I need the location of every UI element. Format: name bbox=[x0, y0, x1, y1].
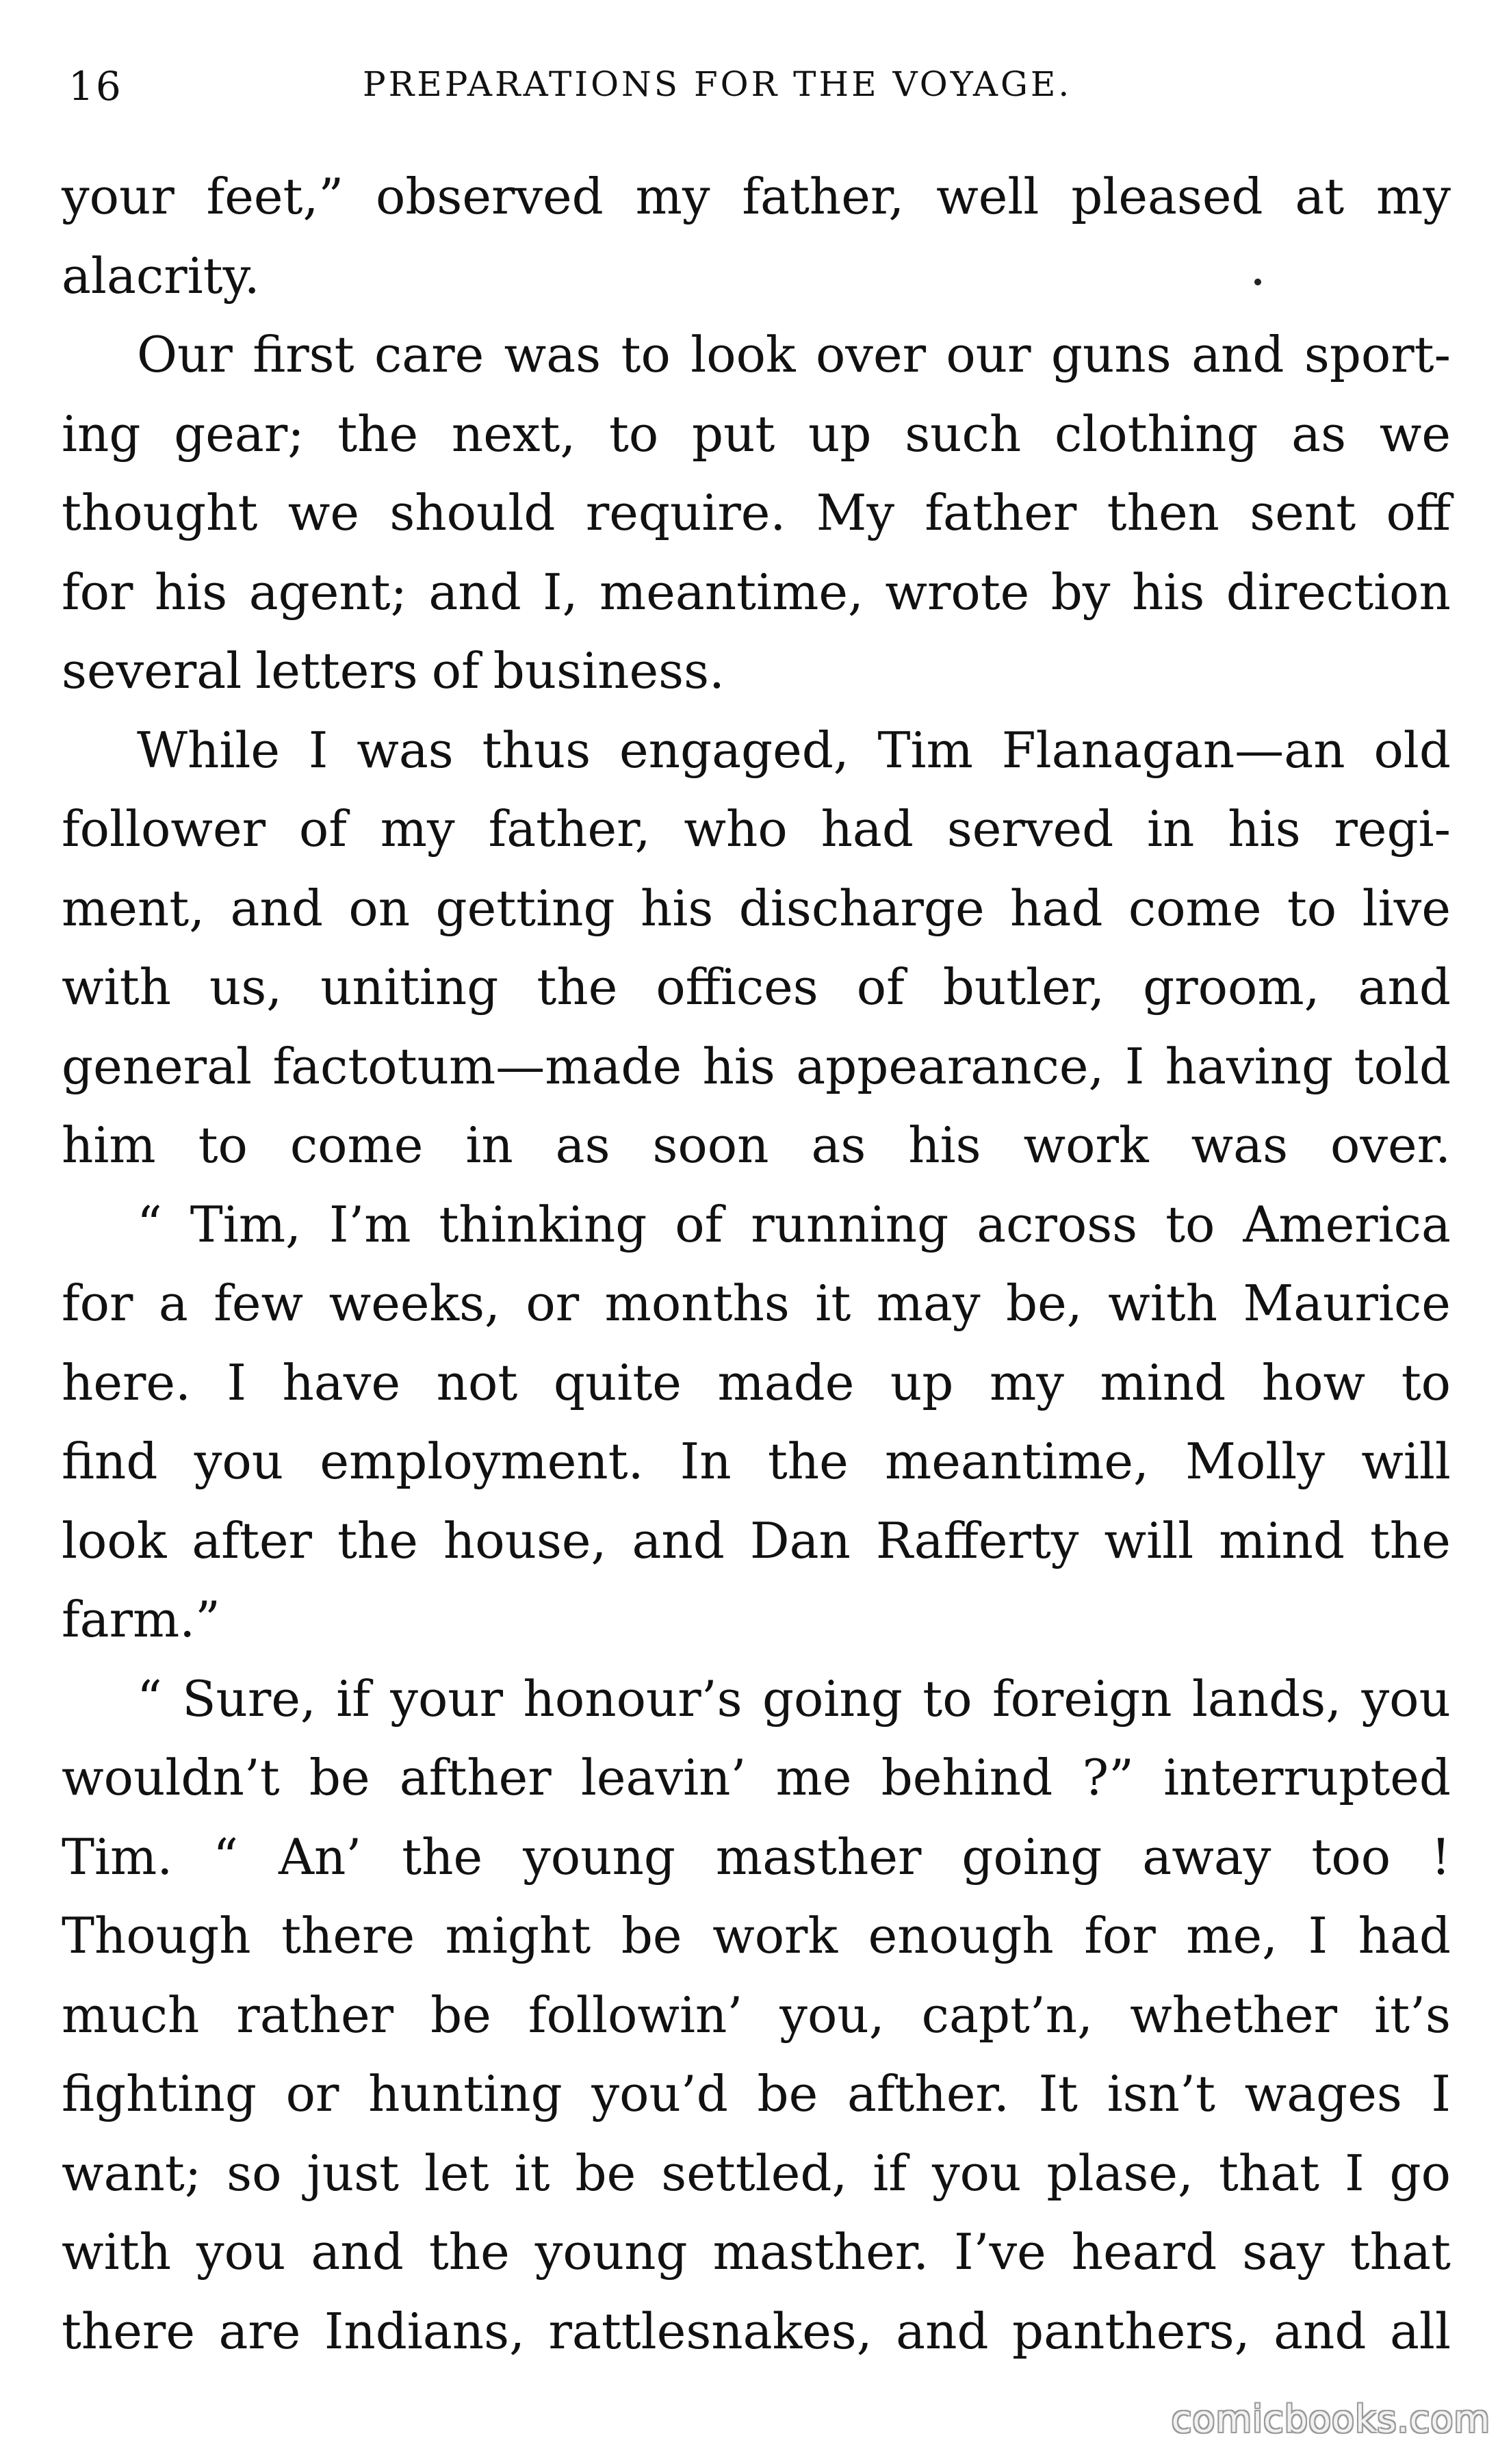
word: made bbox=[717, 1353, 855, 1411]
word: there bbox=[62, 2302, 195, 2360]
text-line bbox=[62, 1580, 1451, 1660]
word: that bbox=[1349, 2223, 1451, 2281]
word: was bbox=[1191, 1116, 1289, 1174]
word: I bbox=[1345, 2144, 1365, 2202]
word: with bbox=[62, 2223, 171, 2281]
word: ment, bbox=[62, 879, 205, 937]
word: Tim. bbox=[62, 1827, 173, 1886]
word: fighting bbox=[62, 2065, 257, 2122]
word: his bbox=[1228, 800, 1301, 858]
word: my bbox=[1376, 168, 1451, 225]
word: his bbox=[1131, 563, 1205, 621]
word: old bbox=[1373, 721, 1451, 779]
word: guns bbox=[1050, 326, 1172, 383]
text-line bbox=[62, 1422, 1451, 1502]
word: ! bbox=[1431, 1827, 1451, 1886]
word: thus bbox=[482, 721, 591, 779]
word: as bbox=[555, 1116, 610, 1174]
word: come bbox=[289, 1116, 424, 1174]
word: work bbox=[712, 1907, 838, 1964]
word: Molly bbox=[1185, 1433, 1325, 1490]
word: you bbox=[931, 2144, 1022, 2202]
word: our bbox=[946, 326, 1031, 383]
word: rattlesnakes, bbox=[548, 2302, 873, 2360]
word: that bbox=[1218, 2144, 1320, 2202]
word: engaged, bbox=[619, 721, 849, 779]
word: meantime, bbox=[599, 563, 864, 621]
word: how bbox=[1261, 1353, 1366, 1411]
word: and bbox=[230, 879, 323, 937]
word: to bbox=[1287, 879, 1337, 937]
word: soon bbox=[652, 1116, 769, 1174]
word: Rafferty bbox=[875, 1511, 1079, 1569]
word: us, bbox=[209, 958, 283, 1016]
word: your bbox=[390, 1669, 504, 1728]
word: be bbox=[430, 1986, 491, 2044]
word: house, bbox=[443, 1511, 607, 1569]
word: getting bbox=[435, 879, 615, 937]
word: I bbox=[1308, 1907, 1328, 1964]
word: young bbox=[534, 2223, 688, 2281]
word: in bbox=[465, 1116, 513, 1174]
word: of bbox=[856, 958, 905, 1016]
word: over bbox=[815, 326, 926, 383]
word: of bbox=[431, 642, 480, 700]
word: business. bbox=[493, 642, 725, 700]
word: your bbox=[62, 168, 175, 225]
word: having bbox=[1165, 1037, 1334, 1095]
word: and bbox=[896, 2302, 989, 2360]
word: go bbox=[1389, 2144, 1451, 2202]
text-line bbox=[62, 1660, 1451, 1739]
word: it’s bbox=[1374, 1986, 1451, 2044]
word: live bbox=[1362, 879, 1451, 937]
word: interrupted bbox=[1163, 1749, 1451, 1806]
word: you, bbox=[779, 1986, 885, 2044]
word: and bbox=[311, 2223, 404, 2281]
word: mind bbox=[1100, 1353, 1226, 1411]
word: my bbox=[989, 1353, 1064, 1411]
word: employment. bbox=[320, 1433, 644, 1490]
word: him bbox=[62, 1116, 156, 1174]
word: going bbox=[762, 1669, 903, 1728]
word: I bbox=[1431, 2065, 1451, 2122]
word: gear; bbox=[174, 405, 305, 463]
word: alacrity. bbox=[62, 246, 260, 305]
word: clothing bbox=[1054, 405, 1258, 463]
word: I’ve bbox=[954, 2223, 1046, 2281]
word: groom, bbox=[1143, 958, 1320, 1016]
word: capt’n, bbox=[921, 1986, 1094, 2044]
word: mind bbox=[1219, 1511, 1345, 1569]
word: “ bbox=[137, 1669, 162, 1728]
word: masther. bbox=[712, 2223, 929, 2281]
word: or bbox=[285, 2065, 339, 2122]
word: my bbox=[380, 800, 455, 858]
word: might bbox=[445, 1907, 591, 1964]
watermark: comicbooks.com bbox=[1171, 2398, 1490, 2441]
word: young bbox=[523, 1827, 675, 1886]
word: to bbox=[608, 405, 659, 463]
word: me, bbox=[1186, 1907, 1278, 1964]
word: leavin’ bbox=[580, 1749, 747, 1806]
word: if bbox=[873, 2144, 907, 2202]
word: his bbox=[154, 563, 228, 621]
word: rather bbox=[236, 1986, 394, 2044]
word: at bbox=[1295, 168, 1345, 225]
word: look bbox=[690, 326, 796, 383]
word: appearance, bbox=[796, 1037, 1105, 1095]
word: father, bbox=[742, 168, 905, 225]
word: with bbox=[1108, 1274, 1218, 1332]
word: we bbox=[1379, 405, 1451, 463]
word: afther bbox=[399, 1749, 552, 1806]
word: come bbox=[1128, 879, 1262, 937]
word: quite bbox=[553, 1353, 682, 1411]
word: general bbox=[62, 1037, 253, 1095]
word: weeks, bbox=[328, 1274, 500, 1332]
word: it bbox=[514, 2144, 550, 2202]
word: then bbox=[1107, 484, 1219, 541]
word: want; bbox=[62, 2144, 202, 2202]
word: agent; bbox=[248, 563, 407, 621]
word: Sure, bbox=[182, 1669, 316, 1728]
word: and bbox=[1274, 2302, 1367, 2360]
word: the bbox=[337, 405, 419, 463]
word: several bbox=[62, 642, 242, 700]
text-line bbox=[62, 2292, 1451, 2372]
word: father bbox=[925, 484, 1077, 541]
word: by bbox=[1050, 563, 1111, 621]
running-head bbox=[68, 63, 1443, 118]
word: discharge bbox=[738, 879, 985, 937]
text-line bbox=[62, 1818, 1451, 1897]
word: It bbox=[1038, 2065, 1078, 2122]
word: farm.” bbox=[62, 1591, 220, 1648]
text-line bbox=[62, 2055, 1451, 2134]
word: over. bbox=[1330, 1116, 1451, 1174]
word: Dan bbox=[749, 1511, 851, 1569]
word: running bbox=[751, 1195, 949, 1253]
word: be bbox=[757, 2065, 818, 2122]
word: served bbox=[946, 800, 1114, 858]
word: An’ bbox=[278, 1827, 362, 1886]
word: let bbox=[424, 2144, 489, 2202]
word: here. bbox=[62, 1353, 191, 1411]
text-line bbox=[62, 395, 1451, 474]
word: direction bbox=[1226, 563, 1451, 621]
word: feet,” bbox=[206, 168, 344, 225]
word: going bbox=[961, 1827, 1102, 1886]
word: too bbox=[1311, 1827, 1391, 1886]
word: such bbox=[905, 405, 1022, 463]
word: My bbox=[816, 484, 895, 541]
word: be bbox=[309, 1749, 370, 1806]
text-line bbox=[62, 1344, 1451, 1423]
text-line bbox=[62, 1738, 1451, 1818]
text-line bbox=[62, 632, 1451, 711]
text-line bbox=[62, 948, 1451, 1027]
word: me bbox=[775, 1749, 852, 1806]
running-title: PREPARATIONS FOR THE VOYAGE. bbox=[363, 64, 1072, 104]
word: the bbox=[767, 1433, 849, 1490]
word: to bbox=[1165, 1195, 1215, 1253]
word: off bbox=[1386, 484, 1451, 541]
word: in bbox=[1147, 800, 1195, 858]
word: the bbox=[537, 958, 618, 1016]
text-line bbox=[62, 869, 1451, 949]
word: find bbox=[62, 1433, 158, 1490]
word: work bbox=[1023, 1116, 1149, 1174]
word: In bbox=[680, 1433, 732, 1490]
word: if bbox=[336, 1669, 370, 1728]
word: America bbox=[1243, 1195, 1451, 1253]
word: will bbox=[1104, 1511, 1194, 1569]
word: you bbox=[194, 1433, 284, 1490]
word: there bbox=[281, 1907, 415, 1964]
word: Our bbox=[137, 326, 233, 383]
word: look bbox=[62, 1511, 167, 1569]
word: with bbox=[62, 958, 171, 1016]
text-line bbox=[62, 1897, 1451, 1976]
text-line bbox=[62, 2213, 1451, 2292]
word: much bbox=[62, 1986, 200, 2044]
word: after bbox=[192, 1511, 312, 1569]
text-line bbox=[62, 1185, 1451, 1265]
word: as bbox=[1291, 405, 1347, 463]
word: sport- bbox=[1304, 326, 1451, 383]
word: on bbox=[348, 879, 411, 937]
page-number: 16 bbox=[68, 63, 123, 110]
word: to bbox=[1401, 1353, 1451, 1411]
word: Flanagan—an bbox=[1001, 721, 1345, 779]
word: ?” bbox=[1082, 1749, 1134, 1806]
word: the bbox=[337, 1511, 418, 1569]
word: I bbox=[308, 721, 328, 779]
word: followin’ bbox=[528, 1986, 743, 2044]
word: and bbox=[428, 563, 521, 621]
word: and bbox=[1358, 958, 1451, 1016]
word: so bbox=[227, 2144, 282, 2202]
word: his bbox=[702, 1037, 775, 1095]
word: the bbox=[402, 1827, 483, 1886]
word: “ bbox=[213, 1827, 238, 1886]
text-line bbox=[62, 1264, 1451, 1344]
word: will bbox=[1361, 1433, 1451, 1490]
text-line bbox=[62, 1976, 1451, 2055]
text-line bbox=[62, 237, 1451, 316]
word: and bbox=[632, 1511, 725, 1569]
word: father, bbox=[488, 800, 651, 858]
word: Tim bbox=[877, 721, 973, 779]
word: a bbox=[158, 1274, 188, 1332]
word: be, bbox=[1006, 1274, 1083, 1332]
word: you bbox=[196, 2223, 286, 2281]
word: settled, bbox=[661, 2144, 848, 2202]
text-line bbox=[62, 1502, 1451, 1581]
word: the bbox=[1370, 1511, 1451, 1569]
word: require. bbox=[585, 484, 786, 541]
word: to bbox=[198, 1116, 248, 1174]
word: we bbox=[287, 484, 360, 541]
word: be bbox=[621, 1907, 682, 1964]
word: butler, bbox=[942, 958, 1105, 1016]
word: wouldn’t bbox=[62, 1749, 280, 1806]
word: thinking bbox=[439, 1195, 647, 1253]
word: all bbox=[1389, 2302, 1451, 2360]
text-line bbox=[62, 1106, 1451, 1185]
word: thought bbox=[62, 484, 258, 541]
word: follower bbox=[62, 800, 266, 858]
word: have bbox=[282, 1353, 401, 1411]
word: for bbox=[62, 1274, 133, 1332]
word: to bbox=[621, 326, 671, 383]
word: was bbox=[504, 326, 602, 383]
word: sent bbox=[1250, 484, 1356, 541]
word: may bbox=[876, 1274, 981, 1332]
word: Though bbox=[62, 1907, 251, 1964]
word: hunting bbox=[368, 2065, 563, 2122]
word: it bbox=[815, 1274, 851, 1332]
word: panthers, bbox=[1012, 2302, 1250, 2360]
word: enough bbox=[868, 1907, 1054, 1964]
word: regi- bbox=[1334, 800, 1451, 858]
text-line bbox=[62, 790, 1451, 869]
word: “ bbox=[137, 1195, 162, 1253]
word: honour’s bbox=[523, 1669, 742, 1728]
word: heard bbox=[1071, 2223, 1217, 2281]
word: had bbox=[821, 800, 914, 858]
body-text bbox=[62, 157, 1451, 2371]
word: up bbox=[890, 1353, 954, 1411]
word: next, bbox=[451, 405, 576, 463]
word: wrote bbox=[885, 563, 1030, 621]
word: of bbox=[675, 1195, 723, 1253]
word: offices bbox=[656, 958, 818, 1016]
word: plase, bbox=[1046, 2144, 1193, 2202]
word: be bbox=[575, 2144, 636, 2202]
word: and bbox=[1191, 326, 1284, 383]
text-line bbox=[62, 711, 1451, 791]
word: I’m bbox=[328, 1195, 411, 1253]
word: pleased bbox=[1071, 168, 1263, 225]
word: to bbox=[922, 1669, 972, 1728]
text-line bbox=[62, 157, 1451, 237]
word: you’d bbox=[591, 2065, 728, 2122]
text-line bbox=[62, 316, 1451, 395]
word: While bbox=[137, 721, 281, 779]
word: had bbox=[1358, 1907, 1451, 1964]
word: care bbox=[374, 326, 485, 383]
word: should bbox=[389, 484, 556, 541]
word: ing bbox=[62, 405, 141, 463]
word: as bbox=[811, 1116, 866, 1174]
word: was bbox=[357, 721, 454, 779]
word: first bbox=[253, 326, 354, 383]
word: are bbox=[218, 2302, 301, 2360]
word: say bbox=[1242, 2223, 1325, 2281]
word: lands, bbox=[1191, 1669, 1342, 1728]
word: or bbox=[526, 1274, 580, 1332]
word: for bbox=[62, 563, 133, 621]
word: not bbox=[436, 1353, 518, 1411]
word: months bbox=[604, 1274, 790, 1332]
text-line bbox=[62, 1027, 1451, 1107]
text-line bbox=[62, 553, 1451, 632]
word: well bbox=[936, 168, 1039, 225]
word: meantime, bbox=[884, 1433, 1149, 1490]
word: factotum—made bbox=[272, 1037, 682, 1095]
word: masther bbox=[715, 1827, 922, 1886]
word: few bbox=[214, 1274, 304, 1332]
word: his bbox=[908, 1116, 981, 1174]
word: letters bbox=[255, 642, 418, 700]
word: across bbox=[977, 1195, 1138, 1253]
word: told bbox=[1354, 1037, 1451, 1095]
word: whether bbox=[1130, 1986, 1338, 2044]
word: just bbox=[307, 2144, 399, 2202]
word: behind bbox=[881, 1749, 1053, 1806]
word: I bbox=[1124, 1037, 1145, 1095]
text-line bbox=[62, 474, 1451, 553]
word: up bbox=[808, 405, 872, 463]
word: I, bbox=[543, 563, 578, 621]
word: uniting bbox=[320, 958, 499, 1016]
word: who bbox=[684, 800, 788, 858]
word: his bbox=[641, 879, 714, 937]
text-line bbox=[62, 2134, 1451, 2213]
word: foreign bbox=[992, 1669, 1172, 1728]
word: put bbox=[691, 405, 775, 463]
word: for bbox=[1084, 1907, 1156, 1964]
word: Maurice bbox=[1243, 1274, 1451, 1332]
word: isn’t bbox=[1107, 2065, 1215, 2122]
word: afther. bbox=[847, 2065, 1009, 2122]
word: had bbox=[1010, 879, 1103, 937]
word: you bbox=[1361, 1669, 1451, 1728]
word: observed bbox=[375, 168, 604, 225]
word: I bbox=[227, 1353, 246, 1411]
word: wages bbox=[1244, 2065, 1402, 2122]
word: Tim, bbox=[190, 1195, 301, 1253]
word: away bbox=[1142, 1827, 1271, 1886]
word: of bbox=[298, 800, 347, 858]
word: my bbox=[635, 168, 710, 225]
word: Indians, bbox=[324, 2302, 525, 2360]
word: the bbox=[428, 2223, 510, 2281]
